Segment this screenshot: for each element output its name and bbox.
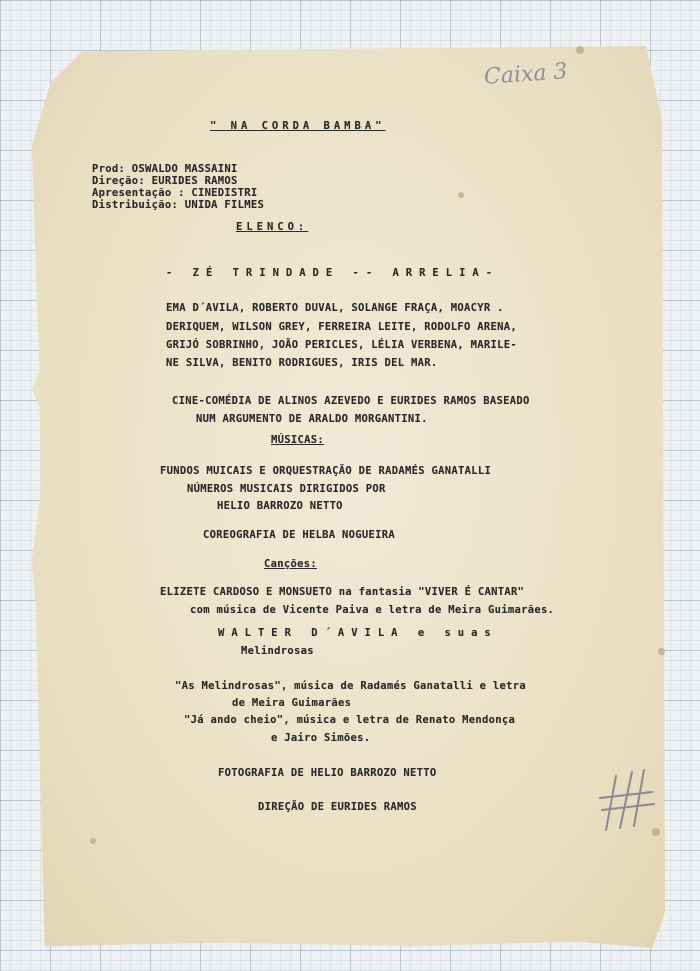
choreography-line: COREOGRAFIA DE HELBA NOGUEIRA bbox=[203, 529, 396, 541]
melindrosas-song-line: de Meira Guimarães bbox=[232, 697, 352, 709]
music-line: FUNDOS MUICAIS E ORQUESTRAÇÃO DE RADAMÉS GANATALLI bbox=[160, 465, 492, 477]
cancoes-heading: Canções: bbox=[264, 558, 317, 570]
photography-line: FOTOGRAFIA DE HELIO BARROZO NETTO bbox=[218, 767, 437, 779]
comedy-line: CINE-COMÉDIA DE ALINOS AZEVEDO E EURIDES RAMOS BASEADO bbox=[172, 395, 530, 407]
song-line: ELIZETE CARDOSO E MONSUETO na fantasia "VIVER É CANTAR" bbox=[160, 586, 525, 598]
elenco-heading: ELENCO: bbox=[236, 221, 309, 233]
stain bbox=[458, 192, 464, 198]
credit-line: Apresentação : CINEDISTRI bbox=[92, 187, 258, 199]
credit-line: Direção: EURIDES RAMOS bbox=[92, 175, 238, 187]
cast-line: NE SILVA, BENITO RODRIGUES, IRIS DEL MAR. bbox=[166, 357, 438, 369]
music-line: HELIO BARROZO NETTO bbox=[217, 500, 343, 512]
stars-line: - ZÉ TRINDADE -- ARRELIA- bbox=[166, 267, 500, 279]
melindrosas-song-line: "As Melindrosas", música de Radamés Ganatalli e letra bbox=[175, 680, 526, 692]
credit-line: Prod: OSWALDO MASSAINI bbox=[92, 163, 238, 175]
musicas-heading: MÚSICAS: bbox=[271, 434, 324, 446]
cast-line: GRIJÓ SOBRINHO, JOÃO PERICLES, LÉLIA VERBENA, MARILE- bbox=[166, 339, 517, 351]
walter-line: WALTER D´AVILA e suas bbox=[218, 627, 498, 639]
handwritten-annotation: Caixa 3 bbox=[483, 59, 569, 90]
melindrosas-song-line: "Já ando cheio", música e letra de Renato Mendonça bbox=[184, 714, 516, 726]
melindrosas-song-line: e Jairo Simões. bbox=[271, 732, 371, 744]
music-line: NÚMEROS MUSICAIS DIRIGIDOS POR bbox=[187, 483, 386, 495]
direction-line: DIREÇÃO DE EURIDES RAMOS bbox=[258, 801, 417, 813]
film-title: " NA CORDA BAMBA" bbox=[210, 120, 386, 132]
cast-line: EMA D´AVILA, ROBERTO DUVAL, SOLANGE FRAÇA, MOACYR . bbox=[166, 302, 504, 314]
stain bbox=[658, 648, 665, 655]
credit-line: Distribuição: UNIDA FILMES bbox=[92, 199, 265, 211]
song-line: com música de Vicente Paiva e letra de Meira Guimarães. bbox=[190, 604, 555, 616]
pencil-scribble bbox=[596, 768, 656, 838]
comedy-line: NUM ARGUMENTO DE ARALDO MORGANTINI. bbox=[196, 413, 428, 425]
stain bbox=[90, 838, 96, 844]
cast-line: DERIQUEM, WILSON GREY, FERREIRA LEITE, RODOLFO ARENA, bbox=[166, 321, 517, 333]
stain bbox=[576, 46, 584, 54]
melindrosas-line: Melindrosas bbox=[241, 645, 314, 657]
